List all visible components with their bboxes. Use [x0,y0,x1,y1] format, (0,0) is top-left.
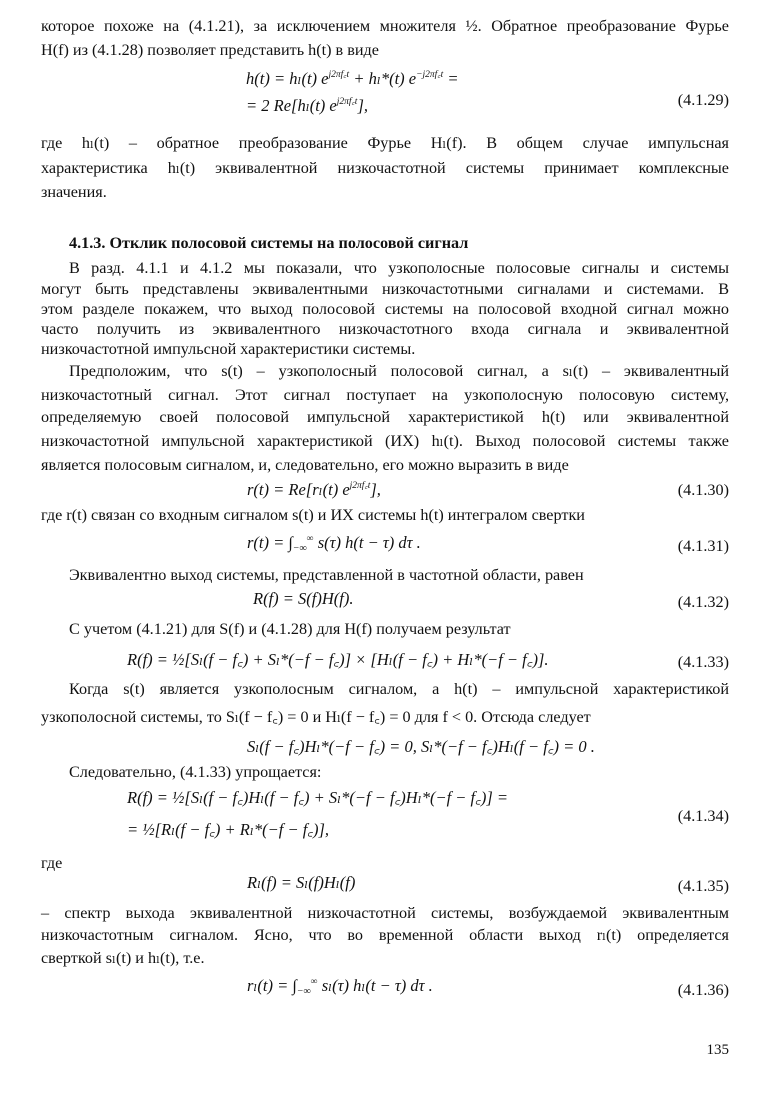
equation-number: (4.1.33) [677,653,729,671]
page-number: 135 [706,1042,729,1058]
text-line: H(f) из (4.1.28) позволяет представить h(t) в виде [41,41,379,59]
text-line: часто получить из эквивалентного низкочастотного входа сигнала и эквивалентной [41,320,729,338]
equation-number: (4.1.34) [677,807,729,825]
text-line: низкочастотным сигналом. Ясно, что во временной области выход rₗ(t) определяется [41,926,729,944]
equation: = 2 Re[hₗ(t) $e^{j2\pi f꜀t}$], [246,96,368,115]
text-line: значения. [41,183,107,201]
equation-number: (4.1.31) [677,537,729,555]
equation: Rₗ(f) = Sₗ(f)Hₗ(f) [247,873,356,892]
equation: R(f) = ½[Sₗ(f − f꜀)Hₗ(f − f꜀) + Sₗ*(−f − f꜀)Hₗ*(−f − f꜀)] = [127,788,509,807]
text-line: Эквивалентно выход системы, представленной в частотной области, равен [69,566,584,584]
text-line: низкочастотной импульсной характеристикой (ИХ) hₗ(t). Выход полосовой системы также [41,432,729,450]
text-line: низкочастотной импульсной характеристики системы. [41,340,416,358]
text-line: Следовательно, (4.1.33) упрощается: [69,763,322,781]
text-line: узкополосной системы, то Sₗ(f − f꜀) = 0 и Hₗ(f − f꜀) = 0 для f < 0. Отсюда следует [41,708,591,726]
text-line: является полосовым сигналом, и, следовательно, его можно выразить в виде [41,456,569,474]
equation: $r(t) = \int_{-\infty}^\infty$ s(τ) h(t − τ) dτ . [247,533,421,554]
text-line: определяемую своей полосовой импульсной характеристикой h(t) или эквивалентной [41,408,729,426]
equation-number: (4.1.35) [677,877,729,895]
equation-number: (4.1.32) [677,593,729,611]
text-line: С учетом (4.1.21) для S(f) и (4.1.28) для H(f) получаем результат [69,620,511,638]
text-line: низкочастотный сигнал. Этот сигнал поступает на узкополосную полосовую систему, [41,386,729,404]
equation: = ½[Rₗ(f − f꜀) + Rₗ*(−f − f꜀)], [127,820,330,839]
equation-number: (4.1.29) [677,91,729,109]
text-line: характеристика hₗ(t) эквивалентной низкочастотной системы принимает комплексные [41,159,729,177]
equation-number: (4.1.36) [677,981,729,999]
equation: R(f) = S(f)H(f). [253,589,354,608]
text-line: которое похоже на (4.1.21), за исключением множителя ½. Обратное преобразование Фурье [41,17,729,35]
equation: $r_l(t) = \int_{-\infty}^\infty$ sₗ(τ) hₗ(t − τ) dτ . [247,976,433,997]
text-line: сверткой sₗ(t) и hₗ(t), т.е. [41,949,205,967]
equation: R(f) = ½[Sₗ(f − f꜀) + Sₗ*(−f − f꜀)] × [Hₗ(f − f꜀) + Hₗ*(−f − f꜀)]. [127,650,549,669]
text-line: Когда s(t) является узкополосным сигналом, а h(t) – импульсной характеристикой [69,680,729,698]
section-heading: 4.1.3. Отклик полосовой системы на полосовой сигнал [69,234,469,252]
text-line: этом разделе покажем, что выход полосовой системы на полосовой входной сигнал можно [41,300,729,318]
text-line: где [41,854,63,872]
text-line: – спектр выхода эквивалентной низкочастотной системы, возбуждаемой эквивалентным [41,904,729,922]
equation: h(t) = hₗ(t) $e^{j2\pi f꜀t} + h_l*(t) e^{-j2\pi f꜀t}$ = [246,69,459,88]
equation: Sₗ(f − f꜀)Hₗ*(−f − f꜀) = 0, Sₗ*(−f − f꜀)Hₗ(f − f꜀) = 0 . [247,737,595,756]
equation: r(t) = Re[rₗ(t) $e^{j2\pi f꜀t}$], [247,480,381,499]
text-line: где r(t) связан со входным сигналом s(t) и ИХ системы h(t) интегралом свертки [41,506,585,524]
text-line: могут быть представлены эквивалентными низкочастотными сигналами и системами. В [41,280,729,298]
text-line: Предположим, что s(t) – узкополосный полосовой сигнал, а sₗ(t) – эквивалентный [69,362,729,380]
text-line: где hₗ(t) – обратное преобразование Фурье Hₗ(f). В общем случае импульсная [41,134,729,152]
text-line: В разд. 4.1.1 и 4.1.2 мы показали, что узкополосные полосовые сигналы и системы [69,259,729,277]
equation-number: (4.1.30) [677,481,729,499]
